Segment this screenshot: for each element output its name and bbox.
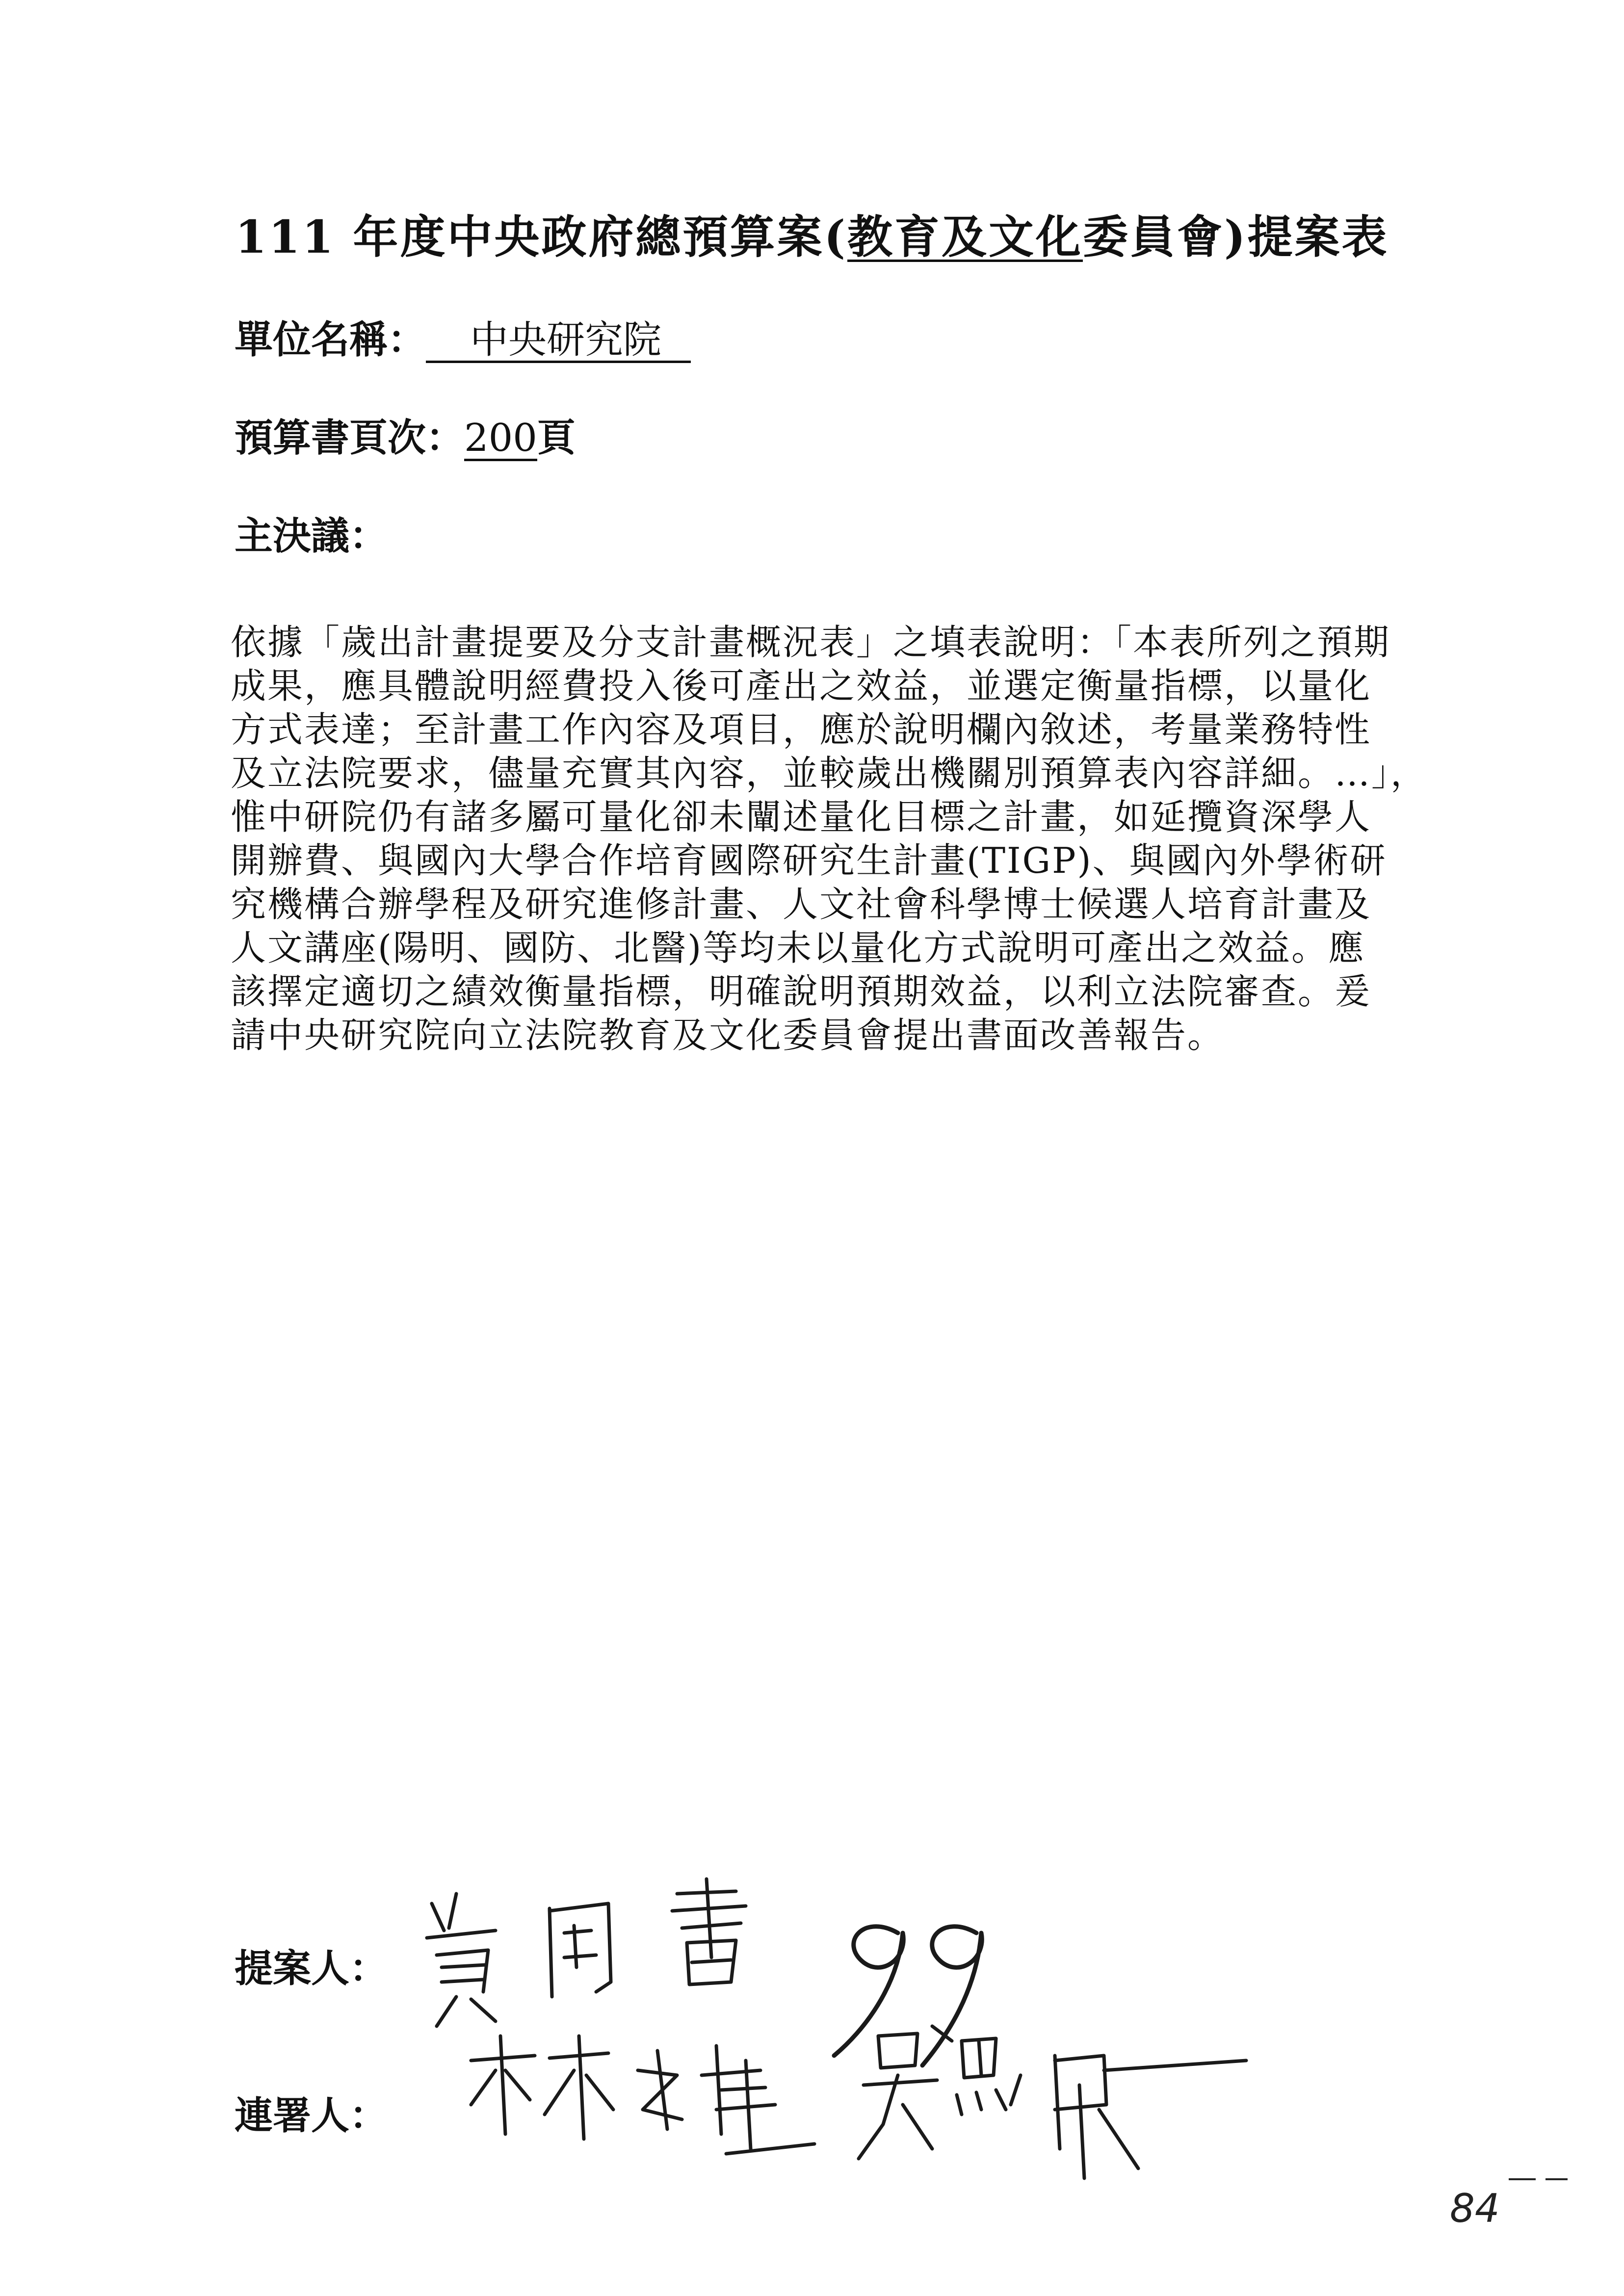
unit-name-field	[235, 309, 691, 364]
title-prefix: 111 年度中央政府總預算案(	[235, 210, 848, 263]
document-title	[0, 201, 1624, 266]
cosigner-label: 連署人：	[235, 2093, 388, 2138]
budget-page-unit: 頁	[537, 416, 576, 460]
body-line: 該擇定適切之績效衡量指標，明確說明預期效益，以利立法院審查。爰	[231, 971, 1372, 1012]
body-line: 成果，應具體說明經費投入後可產出之效益，並選定衡量指標，以量化	[231, 665, 1372, 706]
budget-page-value: 200	[464, 416, 537, 460]
cosigner-signature-1	[471, 2036, 814, 2154]
budget-page-field	[235, 407, 576, 462]
main-resolution-heading: 主決議：	[235, 514, 388, 558]
body-line: 究機構合辦學程及研究進修計畫、人文社會科學博士候選人培育計畫及	[231, 884, 1372, 925]
proposer-label: 提案人：	[235, 1946, 388, 1991]
body-line: 人文講座(陽明、國防、北醫)等均未以量化方式說明可產出之效益。應	[231, 927, 1365, 968]
unit-name-value: 中央研究院	[426, 320, 691, 363]
body-line: 方式表達；至計畫工作內容及項目，應於說明欄內敘述，考量業務特性	[231, 709, 1372, 750]
proposer-mark-99	[834, 1927, 982, 2065]
page-number: 84	[1450, 2186, 1500, 2231]
cosigner-signature-2	[859, 2026, 1246, 2178]
body-line: 開辦費、與國內大學合作培育國際研究生計畫(TIGP)、與國內外學術研	[231, 840, 1387, 881]
scan-edge-mark	[1545, 2178, 1568, 2180]
body-line: 及立法院要求，儘量充實其內容，並較歲出機關別預算表內容詳細。…」，	[231, 753, 1428, 794]
body-line: 依據「歲出計畫提要及分支計畫概況表」之填表說明：「本表所列之預期	[231, 622, 1391, 663]
proposer-signature	[427, 1879, 746, 2026]
body-line: 惟中研院仍有諸多屬可量化卻未闡述量化目標之計畫，如延攬資深學人	[231, 796, 1372, 837]
body-line: 請中央研究院向立法院教育及文化委員會提出書面改善報告。	[231, 1015, 1225, 1056]
title-committee: 教育及文化	[847, 210, 1083, 263]
unit-name-label: 單位名稱：	[235, 317, 426, 362]
resolution-body	[231, 621, 1442, 1057]
title-suffix: 委員會)提案表	[1083, 210, 1389, 263]
scan-edge-mark	[1509, 2178, 1536, 2180]
budget-page-label: 預算書頁次：	[235, 416, 465, 460]
